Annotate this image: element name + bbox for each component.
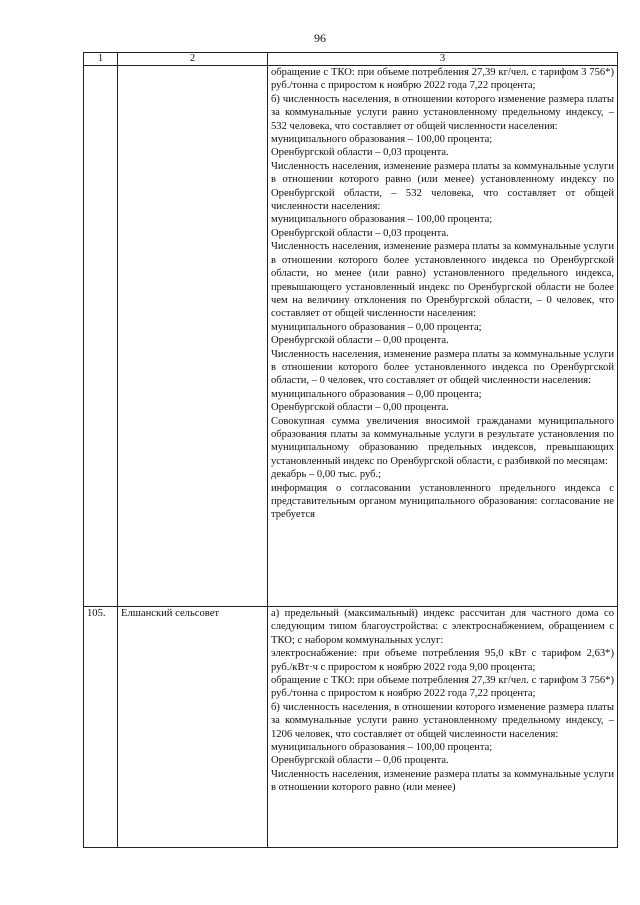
text-line: обращение с ТКО: при объеме потребления 27,39 кг/чел. с тарифом 3 756*) руб./тонна с приростом к ноябрю 2022 года 7,22 процента; xyxy=(271,67,614,92)
text-line: Численность населения, изменение размера платы за коммунальные услуги в отношении которого более установленного индекса по Оренбургской области, но менее (или равно) установленного предельного индекса, превышающего установленный индекс по Оренбургской области не более чем на величину отклонения по Оренбургской области, – 0 человек, что составляет от общей численности населения: xyxy=(271,241,614,320)
header-col-2: 2 xyxy=(118,53,268,66)
header-col-1: 1 xyxy=(84,53,118,66)
row-text xyxy=(268,607,618,848)
text-line: Численность населения, изменение размера платы за коммунальные услуги в отношении которого более установленного индекса по Оренбургской области, – 0 человек, что составляет от общей численности населения: xyxy=(271,348,614,387)
table-header-row xyxy=(84,53,618,66)
row-number xyxy=(84,66,118,607)
text-line: Оренбургской области – 0,00 процента. xyxy=(271,335,449,347)
text-line: Численность населения, изменение размера платы за коммунальные услуги в отношении которого равно (или менее) xyxy=(271,768,614,794)
text-line: б) численность населения, в отношении которого изменение размера платы за коммунальные услуги равно установленному предельному индексу, – 1206 человек, что составляет от общей численности населения: xyxy=(271,701,614,740)
header-col-3: 3 xyxy=(268,53,618,66)
row-name: Елшанский сельсовет xyxy=(118,607,268,848)
text-line: а) предельный (максимальный) индекс рассчитан для частного дома со следующим типом благоустройства: с электроснабжением, обращением с ТКО; с набором коммунальных услуг: xyxy=(271,608,614,646)
text-line: Численность населения, изменение размера платы за коммунальные услуги в отношении которого равно (или менее) установленному индексу по Оренбургской области, – 532 человека, что составляет от общей численности населения: xyxy=(271,160,614,213)
text-line: муниципального образования – 100,00 процента; xyxy=(271,214,493,226)
row-text xyxy=(268,66,618,607)
text-line: муниципального образования – 100,00 процента; xyxy=(271,134,493,146)
text-line: информация о согласовании установленного предельного индекса с представительным органом муниципального образования: согласование не требуется xyxy=(271,482,614,521)
text-line: муниципального образования – 0,00 процента; xyxy=(271,321,482,333)
text-line: муниципального образования – 100,00 процента; xyxy=(271,742,493,754)
page-number: 96 xyxy=(314,31,326,45)
table-row xyxy=(84,66,618,607)
text-line: Совокупная сумма увеличения вносимой гражданами муниципального образования платы за коммунальные услуги в результате установления по муниципальному образованию предельных индексов, превышающих установленный индекс по Оренбургской области, с разбивкой по месяцам: xyxy=(271,415,614,467)
text-line: обращение с ТКО: при объеме потребления 27,39 кг/чел. с тарифом 3 756*) руб./тонна с приростом к ноябрю 2022 года 7,22 процента; xyxy=(271,675,614,700)
text-line: Оренбургской области – 0,03 процента. xyxy=(271,227,449,239)
row-name xyxy=(118,66,268,607)
text-line: б) численность населения, в отношении которого изменение размера платы за коммунальные услуги равно установленному предельному индексу, – 532 человека, что составляет от общей численности населения: xyxy=(271,93,614,132)
text-line: муниципального образования – 0,00 процента; xyxy=(271,388,482,400)
table-row xyxy=(84,607,618,848)
text-line: декабрь – 0,00 тыс. руб.; xyxy=(271,469,382,481)
document-table xyxy=(83,52,618,848)
text-line: Оренбургской области – 0,06 процента. xyxy=(271,755,449,767)
text-line: Оренбургской области – 0,00 процента. xyxy=(271,402,449,414)
text-line: электроснабжение: при объеме потребления 95,0 кВт с тарифом 2,63*) руб./кВт·ч с приростом к ноябрю 2022 года 9,00 процента; xyxy=(271,648,614,673)
row-number: 105. xyxy=(84,607,118,848)
text-line: Оренбургской области – 0,03 процента. xyxy=(271,147,449,159)
